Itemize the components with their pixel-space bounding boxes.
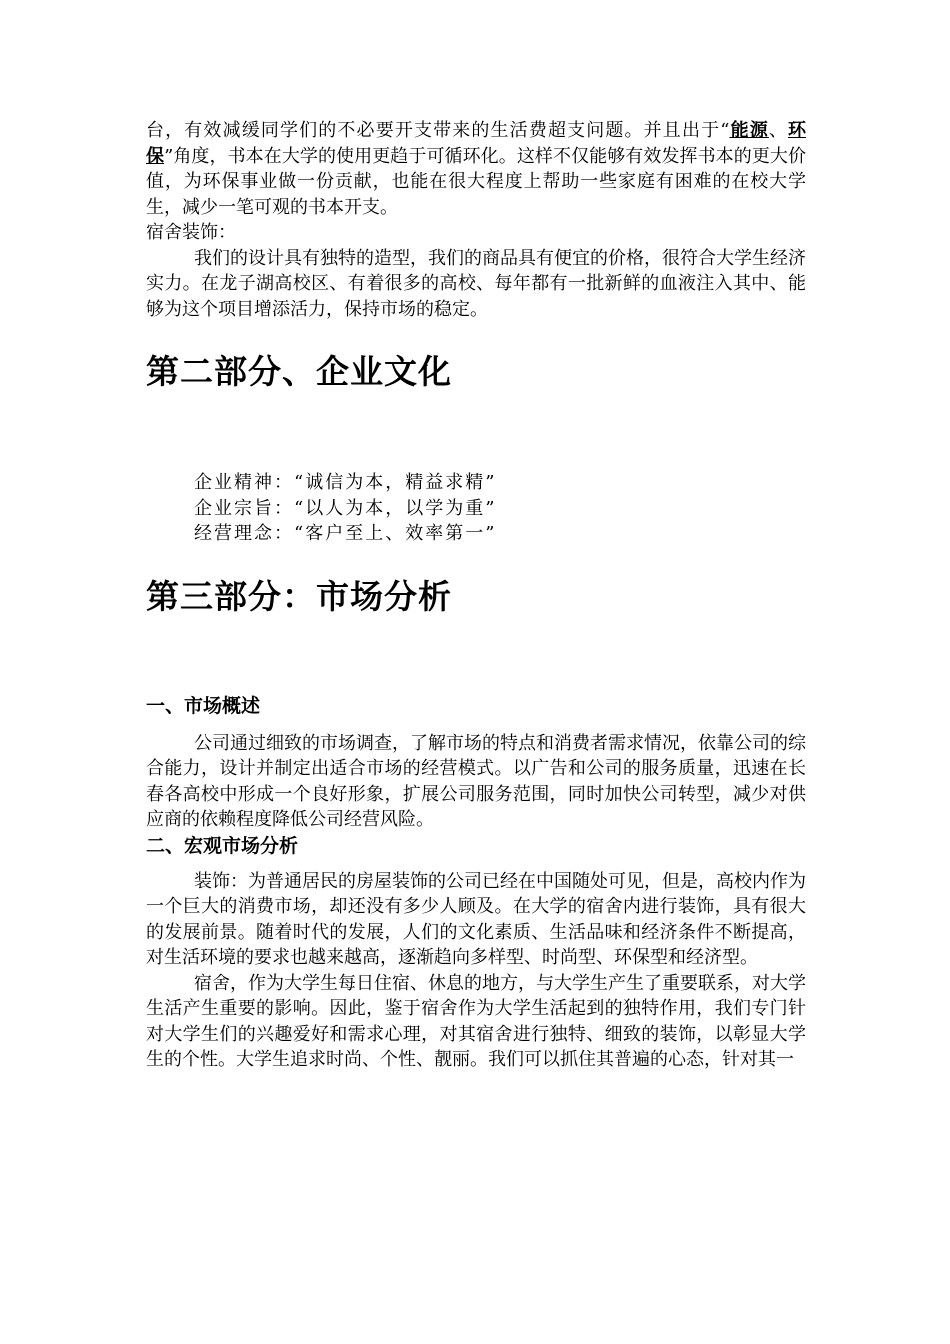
- intro-separator: 、: [768, 120, 789, 141]
- dorm-decoration-paragraph: 我们的设计具有独特的造型，我们的商品具有便宜的价格，很符合大学生经济实力。在龙子湖高校区、有着很多的高校、每年都有一批新鲜的血液注入其中、能够为这个项目增添活力，保持市场的稳定。: [146, 247, 806, 320]
- culture-purpose: 企业宗旨：“以人为本，以学为重”: [194, 497, 497, 519]
- market-overview-paragraph: 公司通过细致的市场调查，了解市场的特点和消费者需求情况，依靠公司的综合能力，设计并制定出适合市场的经营模式。以广告和公司的服务质量，迅速在长春各高校中形成一个良好形象，扩展公司服务范围，同时加快公司转型，减少对供应商的依赖程度降低公司经营风险。: [146, 732, 806, 830]
- intro-text-a: 台，有效减缓同学们的不必要开支带来的生活费超支问题。并且出于“: [146, 120, 730, 141]
- emphasis-energy: 能源: [729, 120, 769, 141]
- document-page: [146, 118, 806, 1073]
- market-overview-heading: 一、市场概述: [146, 694, 261, 717]
- intro-text-b: ”角度，书本在大学的使用更趋于可循环化。这样不仅能够有效发挥书本的更大价值，为环保事业做一份贡献，也能在很大程度上帮助一些家庭有困难的在校大学生，减少一笔可观的书本开支。: [146, 145, 806, 218]
- macro-market-heading: 二、宏观市场分析: [146, 834, 299, 857]
- part3-title: 第三部分：市场分析: [146, 576, 452, 616]
- part2-title: 第二部分、企业文化: [146, 352, 452, 391]
- culture-list: [146, 470, 806, 547]
- macro-market-paragraph-2: 宿舍，作为大学生每日住宿、休息的地方，与大学生产生了重要联系，对大学生活产生重要的影响。因此，鉴于宿舍作为大学生活起到的独特作用，我们专门针对大学生们的兴趣爱好和需求心理，对其宿舍进行独特、细致的装饰，以彰显大学生的个性。大学生追求时尚、个性、靓丽。我们可以抓住其普遍的心态，针对其一: [146, 972, 806, 1070]
- dorm-decoration-label: 宿舍装饰：: [146, 222, 236, 243]
- culture-spirit: 企业精神：“诚信为本，精益求精”: [194, 472, 497, 493]
- macro-market-paragraph-1: 装饰：为普通居民的房屋装饰的公司已经在中国随处可见，但是，高校内作为一个巨大的消费市场，却还没有多少人顾及。在大学的宿舍内进行装饰，具有很大的发展前景。随着时代的发展，人们的文化素质、生活品味和经济条件不断提高，对生活环境的要求也越来越高，逐渐趋向多样型、时尚型、环保型和经济型。: [146, 870, 806, 968]
- emphasis-environment: 环保: [146, 120, 807, 167]
- culture-philosophy: 经营理念：“客户至上、效率第一”: [194, 523, 497, 544]
- intro-paragraph: [146, 118, 806, 220]
